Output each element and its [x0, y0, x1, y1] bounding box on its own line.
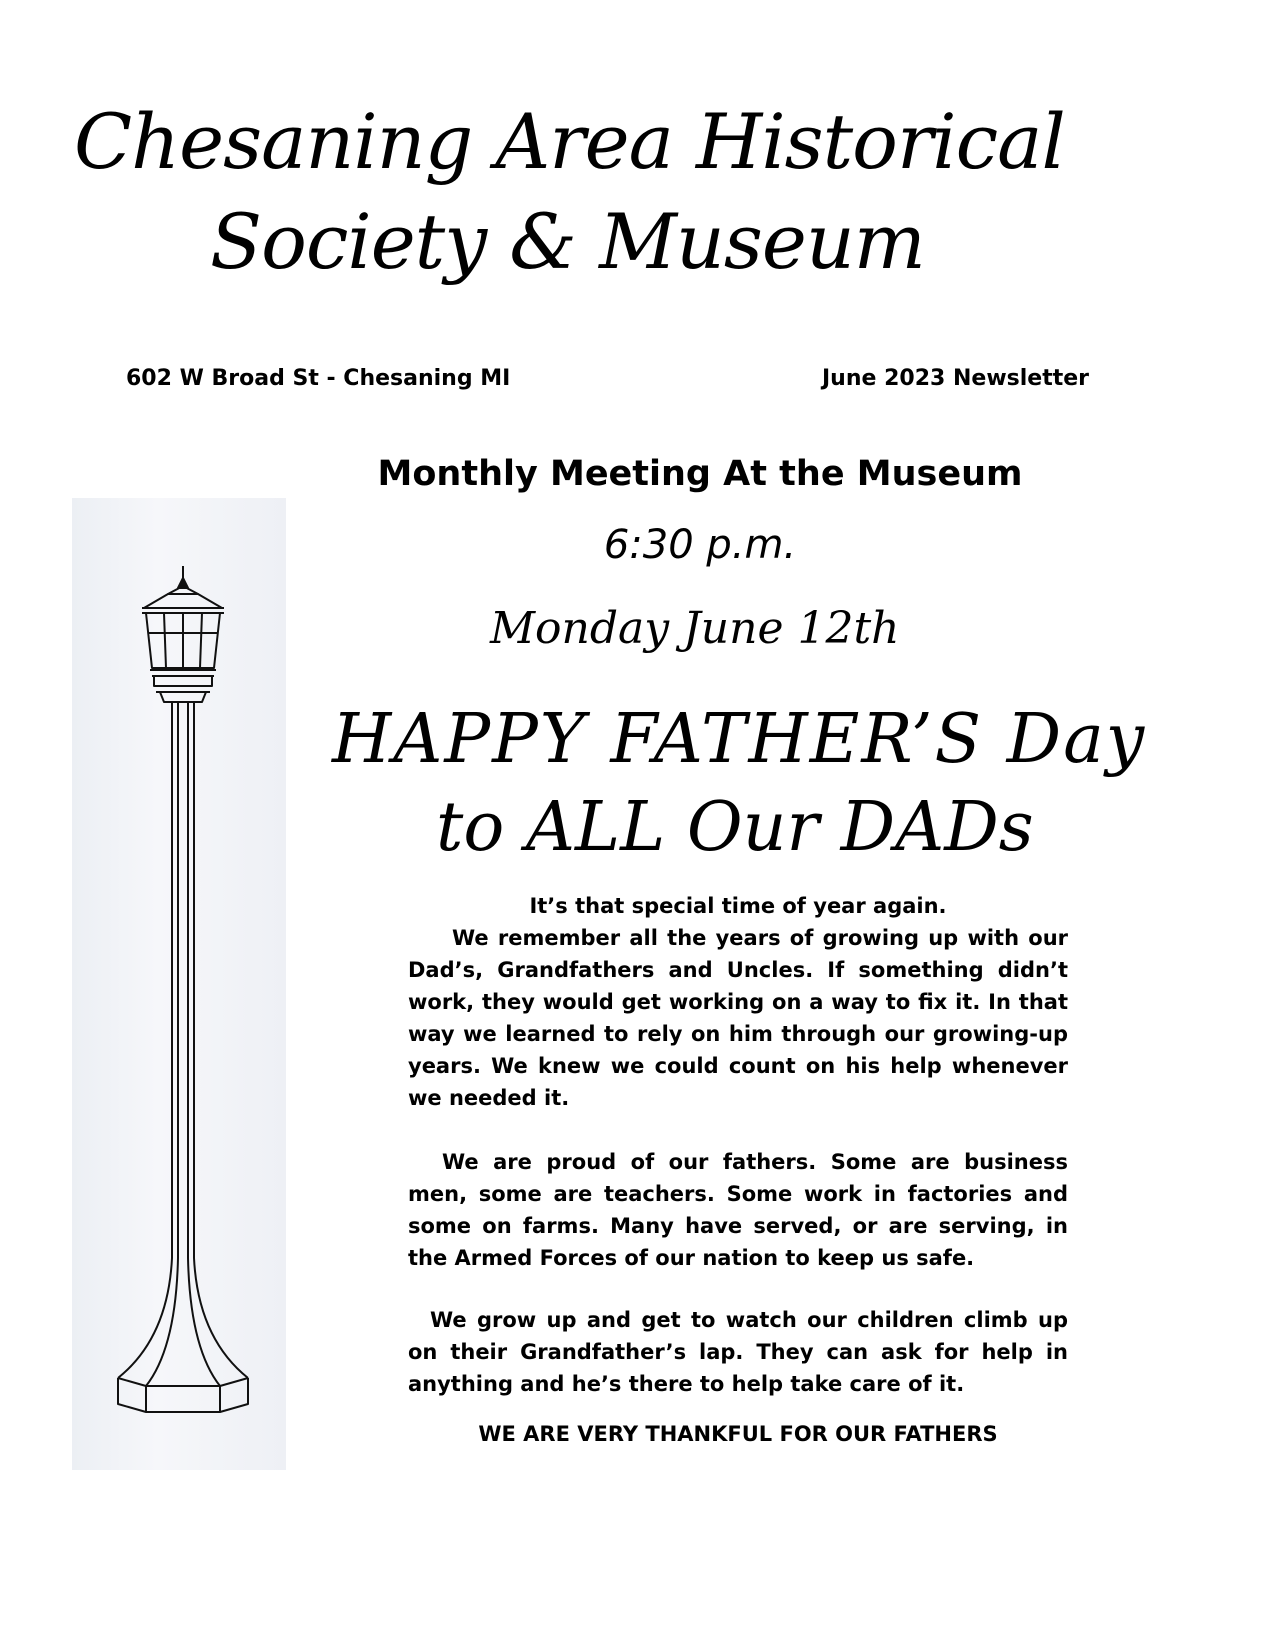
newsletter-issue: June 2023 Newsletter	[822, 366, 1089, 391]
meeting-heading: Monthly Meeting At the Museum	[377, 454, 1023, 494]
fathers-day-greeting-line-1: HAPPY FATHER’S Day	[332, 700, 1147, 779]
article-closing: WE ARE VERY THANKFUL FOR OUR FATHERS	[478, 1422, 998, 1446]
article-paragraph-2: We are proud of our fathers. Some are business men, some are teachers. Some work in factories and some on farms. Many have served, or are serving, in the Armed Forces of our nation to keep us safe.	[408, 1150, 1068, 1270]
article-paragraph-3: We grow up and get to watch our children climb up on their Grandfather’s lap. They can ask for help in anything and he’s there to help take care of it.	[408, 1308, 1068, 1396]
article-intro: It’s that special time of year again.	[529, 894, 947, 918]
street-lamp-illustration	[72, 498, 286, 1470]
museum-address: 602 W Broad St - Chesaning MI	[126, 366, 511, 391]
meeting-date: Monday June 12th	[490, 603, 900, 654]
masthead-title-line-2: Society & Museum	[210, 197, 925, 286]
article-paragraph-1: We remember all the years of growing up with our Dad’s, Grandfathers and Uncles. If something didn’t work, they would get working on a way to fix it. In that way we learned to rely on him through our growing-up years. We knew we could count on his help whenever we needed it.	[408, 926, 1068, 1110]
meeting-time: 6:30 p.m.	[603, 522, 797, 568]
street-lamp-icon	[72, 498, 286, 1470]
masthead-title-line-1: Chesaning Area Historical	[74, 97, 1065, 186]
fathers-day-greeting-line-2: to ALL Our DADs	[436, 788, 1034, 867]
